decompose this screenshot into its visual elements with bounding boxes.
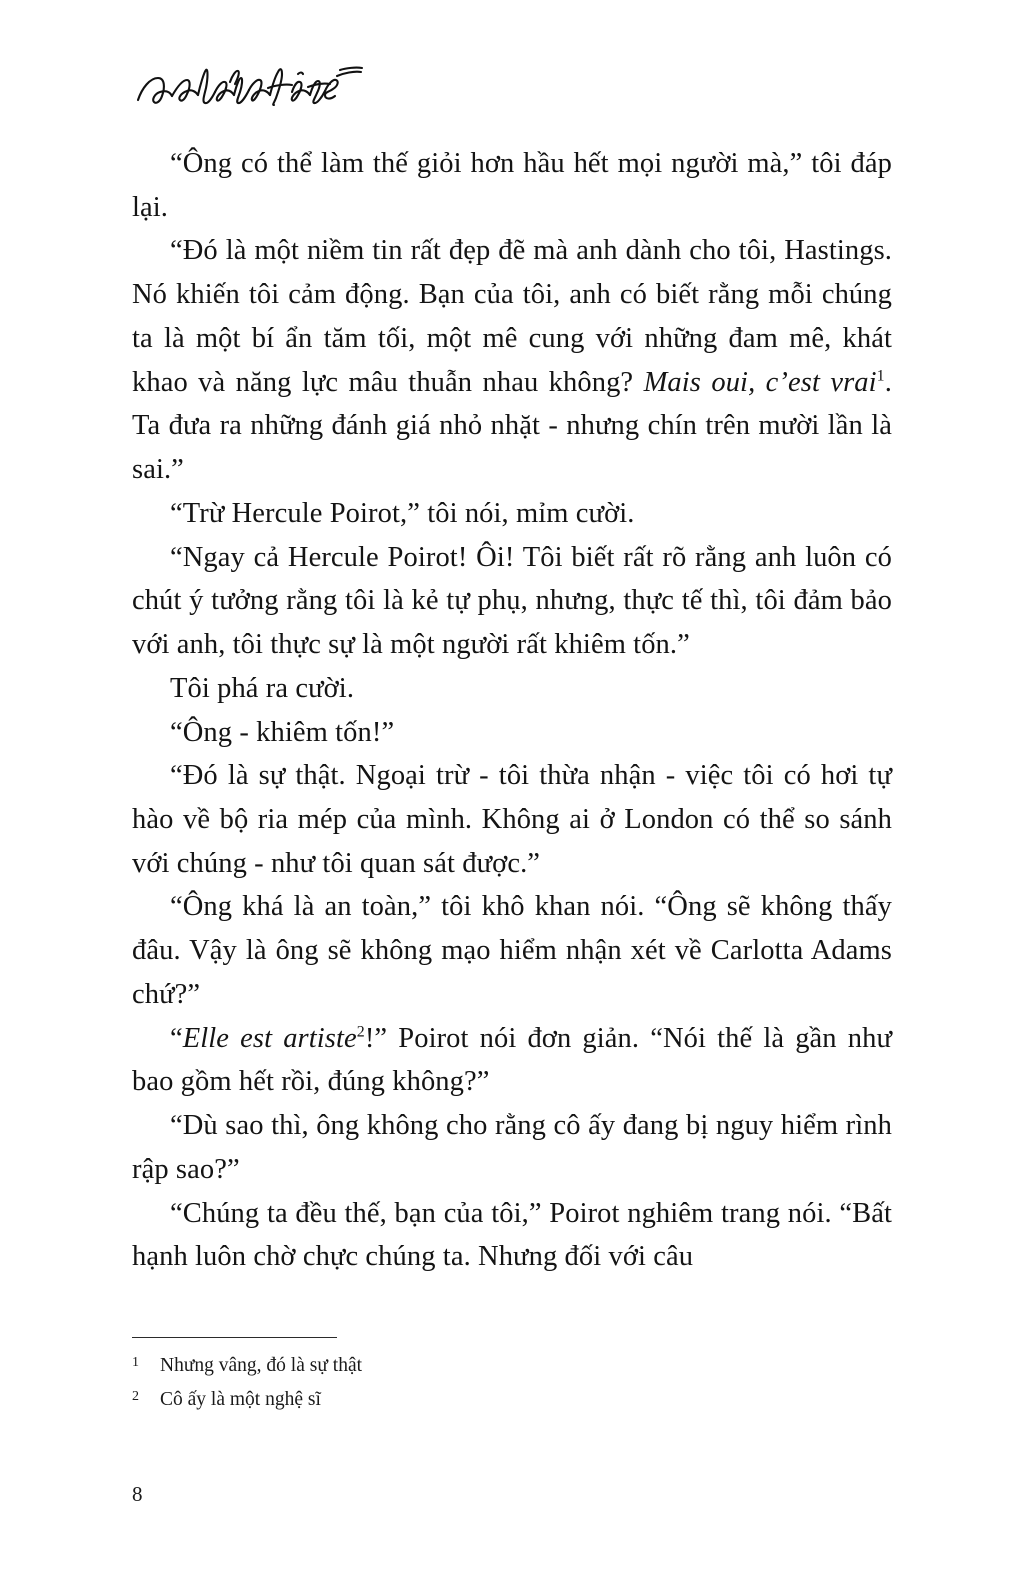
footnote-item bbox=[132, 1351, 892, 1381]
footnote-number: 1 bbox=[132, 1355, 139, 1370]
page-number: 8 bbox=[132, 1482, 143, 1506]
paragraph-tail: . Ta đưa ra những đánh giá nhỏ nhặt - nhưng chín trên mười lần là sai.” bbox=[132, 366, 892, 486]
agatha-christie-signature-logo bbox=[132, 62, 372, 114]
footnote-text: Nhưng vâng, đó là sự thật bbox=[160, 1355, 363, 1376]
paragraph: “Trừ Hercule Poirot,” tôi nói, mỉm cười. bbox=[170, 497, 635, 529]
footnotes-section bbox=[132, 1337, 892, 1419]
open-quote: “ bbox=[170, 1022, 183, 1054]
paragraph: “Đó là sự thật. Ngoại trừ - tôi thừa nhận - việc tôi có hơi tự hào về bộ ria mép của mình. Không ai ở London có thể so sánh với chúng - như tôi quan sát được.” bbox=[132, 760, 892, 879]
paragraph: “Chúng ta đều thế, bạn của tôi,” Poirot nghiêm trang nói. “Bất hạnh luôn chờ chực chúng ta. Nhưng đối với câu bbox=[132, 1197, 892, 1273]
paragraph: “Ông khá là an toàn,” tôi khô khan nói. “Ông sẽ không thấy đâu. Vậy là ông sẽ không mạo hiểm nhận xét về Carlotta Adams chứ?” bbox=[132, 891, 892, 1010]
foreign-phrase: Elle est artiste bbox=[182, 1022, 357, 1054]
footnote-text: Cô ấy là một nghệ sĩ bbox=[160, 1389, 321, 1411]
paragraph-with-footnote-1 bbox=[132, 229, 892, 491]
footnote-number: 2 bbox=[132, 1389, 139, 1405]
paragraph-text: “Đó là một niềm tin rất đẹp đẽ mà anh dành cho tôi, Hastings. Nó khiến tôi cảm động. Bạn của tôi, anh có biết rằng mỗi chúng ta là một bí ẩn tăm tối, một mê cung với những đam mê, khát khao và năng lực mâu thuẫn nhau không? bbox=[132, 235, 892, 398]
paragraph: “Ngay cả Hercule Poirot! Ôi! Tôi biết rất rõ rằng anh luôn có chút ý tưởng rằng tôi là kẻ tự phụ, nhưng, thực tế thì, tôi đảm bảo với anh, tôi thực sự là một người rất khiêm tốn.” bbox=[132, 541, 892, 661]
paragraph: Tôi phá ra cười. bbox=[170, 672, 355, 704]
footnote-item bbox=[132, 1385, 892, 1415]
foreign-phrase: Mais oui, c’est vrai bbox=[643, 366, 877, 398]
paragraph: “Dù sao thì, ông không cho rằng cô ấy đang bị nguy hiểm rình rập sao?” bbox=[132, 1110, 892, 1185]
footnote-marker-1: 1 bbox=[876, 367, 885, 385]
paragraph-tail: !” Poirot nói đơn giản. “Nói thế là gần như bao gồm hết rồi, đúng không?” bbox=[132, 1022, 892, 1098]
page-body bbox=[132, 142, 892, 1279]
footnote-marker-2: 2 bbox=[356, 1023, 365, 1041]
paragraph: “Ông - khiêm tốn!” bbox=[170, 716, 395, 748]
paragraph: “Ông có thể làm thế giỏi hơn hầu hết mọi người mà,” tôi đáp lại. bbox=[132, 148, 892, 223]
paragraph-with-footnote-2 bbox=[132, 1017, 892, 1104]
footnote-divider bbox=[132, 1337, 337, 1338]
